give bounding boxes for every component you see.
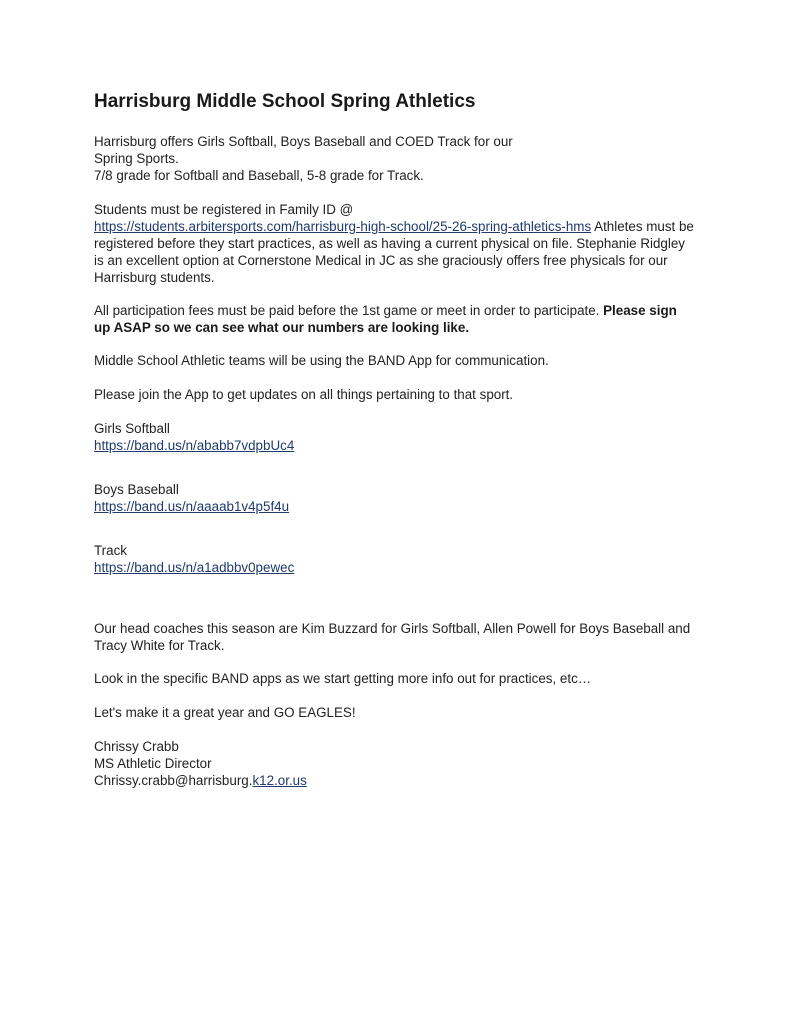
sport-track bbox=[94, 542, 704, 576]
registration-link[interactable]: https://students.arbitersports.com/harrisburg-high-school/25-26-spring-athletics-hms bbox=[94, 219, 592, 234]
page-title: Harrisburg Middle School Spring Athletics bbox=[94, 91, 476, 112]
email-link[interactable]: k12.or.us bbox=[252, 773, 307, 788]
fees-text: All participation fees must be paid before the 1st game or meet in order to participate. bbox=[94, 303, 604, 318]
intro-line: 7/8 grade for Softball and Baseball, 5-8 grade for Track. bbox=[94, 168, 424, 183]
intro-line: Harrisburg offers Girls Softball, Boys Baseball and COED Track for our bbox=[94, 134, 513, 149]
fees-bold-text: Please sign up ASAP so we can see what our numbers are looking like. bbox=[94, 303, 677, 335]
signature-role: MS Athletic Director bbox=[94, 756, 212, 771]
registration-lead: Students must be registered in Family ID @ bbox=[94, 202, 354, 217]
join-text: Please join the App to get updates on all things pertaining to that sport. bbox=[94, 387, 514, 402]
email-prefix: Chrissy.crabb@harrisburg. bbox=[94, 773, 253, 788]
intro-line: Spring Sports. bbox=[94, 151, 179, 166]
registration-paragraph bbox=[94, 201, 694, 286]
fees-paragraph bbox=[94, 302, 694, 336]
sport-name: Boys Baseball bbox=[94, 482, 179, 497]
sport-baseball bbox=[94, 481, 704, 515]
intro-paragraph bbox=[94, 133, 704, 184]
sport-softball bbox=[94, 420, 704, 454]
sport-name: Girls Softball bbox=[94, 421, 170, 436]
track-band-link[interactable]: https://band.us/n/a1adbbv0pewec bbox=[94, 560, 295, 575]
baseball-band-link[interactable]: https://band.us/n/aaaab1v4p5f4u bbox=[94, 499, 290, 514]
registration-text: Athletes must be registered before they start practices, as well as having a current physical on file. Stephanie Ridgley is an excellent option at Cornerstone Medical in JC as she graciously offers free physicals for our Harrisburg students. bbox=[94, 219, 694, 285]
softball-band-link[interactable]: https://band.us/n/ababb7vdpbUc4 bbox=[94, 438, 295, 453]
closing-text: Let's make it a great year and GO EAGLES! bbox=[94, 705, 356, 720]
sport-name: Track bbox=[94, 543, 127, 558]
look-text: Look in the specific BAND apps as we start getting more info out for practices, etc… bbox=[94, 671, 592, 686]
signature bbox=[94, 738, 704, 789]
coaches-text: Our head coaches this season are Kim Buzzard for Girls Softball, Allen Powell for Boys Baseball and Tracy White for Track. bbox=[94, 621, 691, 653]
signature-name: Chrissy Crabb bbox=[94, 739, 179, 754]
band-intro: Middle School Athletic teams will be using the BAND App for communication. bbox=[94, 353, 549, 368]
